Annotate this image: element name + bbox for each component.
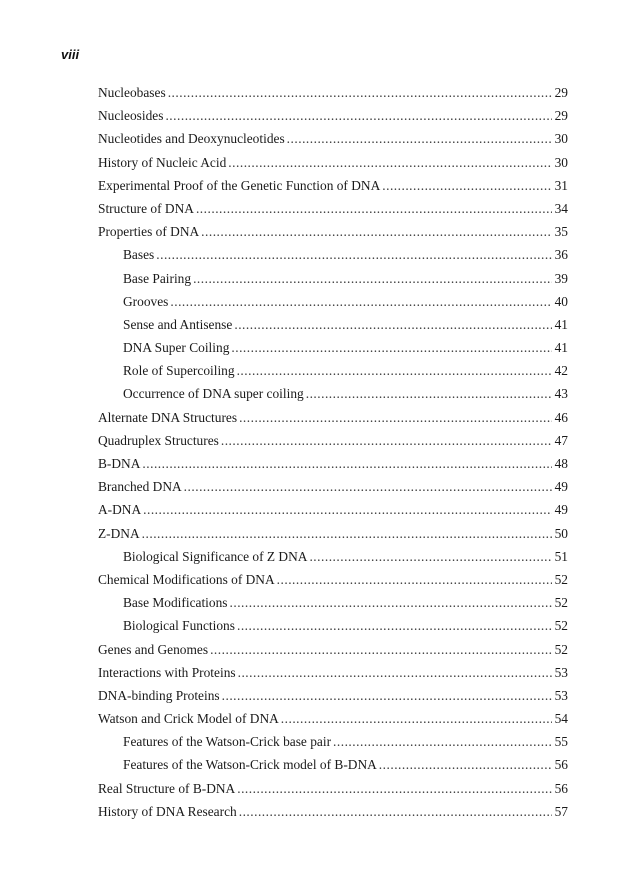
toc-entry-page-number: 30 [554,154,568,170]
toc-entry-page-number: 41 [554,340,568,356]
toc-entry-page-number: 53 [554,664,568,680]
toc-entry [98,638,568,661]
toc-entry-page-number: 49 [554,502,568,518]
dot-leader [287,127,552,150]
toc-entry-title: Nucleotides and Deoxynucleotides [98,131,285,147]
toc-entry-page-number: 47 [554,432,568,448]
toc-entry [98,81,568,104]
toc-entry-title: Z-DNA [98,525,140,541]
toc-entry-page-number: 35 [554,224,568,240]
toc-entry-page-number: 36 [554,247,568,263]
toc-entry-page-number: 50 [554,525,568,541]
toc-entry [98,661,568,684]
toc-entry [98,127,568,150]
toc-entry-page-number: 57 [554,803,568,819]
toc-entry-page-number: 31 [554,177,568,193]
dot-leader [228,151,551,174]
page-number: viii [61,47,80,62]
toc-entry-page-number: 52 [554,618,568,634]
toc-entry-page-number: 46 [554,409,568,425]
toc-entry [98,104,568,127]
toc-entry-title: Structure of DNA [98,200,194,216]
toc-entry-page-number: 34 [554,200,568,216]
toc-subentry [98,290,568,313]
toc-entry [98,452,568,475]
toc-entry-title: Features of the Watson-Crick model of B-DNA [123,757,377,773]
toc-entry-page-number: 30 [554,131,568,147]
toc-entry [98,406,568,429]
toc-entry [98,429,568,452]
toc-entry [98,220,568,243]
toc-subentry [98,591,568,614]
dot-leader [237,614,552,637]
toc-entry-title: Quadruplex Structures [98,432,219,448]
toc-subentry [98,313,568,336]
toc-entry-title: Grooves [123,293,169,309]
dot-leader [234,313,551,336]
dot-leader [193,267,552,290]
toc-subentry [98,614,568,637]
toc-entry-title: Base Modifications [123,595,228,611]
dot-leader [382,174,551,197]
toc-entry-title: Role of Supercoiling [123,363,235,379]
toc-entry [98,777,568,800]
dot-leader [239,800,552,823]
toc-entry [98,151,568,174]
toc-entry [98,568,568,591]
toc-subentry [98,336,568,359]
dot-leader [238,661,552,684]
dot-leader [333,730,552,753]
dot-leader [231,336,551,359]
toc-entry-page-number: 39 [554,270,568,286]
dot-leader [170,290,551,313]
toc-entry-title: Chemical Modifications of DNA [98,571,275,587]
toc-subentry [98,545,568,568]
dot-leader [142,522,552,545]
toc-entry [98,684,568,707]
toc-entry-title: Occurrence of DNA super coiling [123,386,304,402]
dot-leader [306,382,552,405]
dot-leader [277,568,552,591]
toc-entry-title: B-DNA [98,456,141,471]
toc-entry-title: Nucleosides [98,108,164,124]
toc-entry-title: History of DNA Research [98,803,237,819]
dot-leader [239,406,552,429]
toc-entry-title: Properties of DNA [98,224,200,240]
toc-entry-title: Nucleobases [98,85,166,100]
toc-entry-page-number: 54 [554,711,568,727]
toc-entry-page-number: 55 [554,734,568,750]
toc-entry-title: Real Structure of B-DNA [98,780,236,796]
toc-entry-page-number: 53 [554,687,568,703]
dot-leader [184,475,552,498]
dot-leader [281,707,552,730]
toc-entry-title: Base Pairing [123,270,192,286]
toc-entry-title: Bases [123,247,155,263]
toc-entry-title: Biological Significance of Z DNA [123,548,308,564]
toc-entry-page-number: 29 [554,108,568,124]
toc-entry-page-number: 43 [554,386,568,402]
toc-entry [98,522,568,545]
dot-leader [230,591,552,614]
toc-entry-page-number: 51 [554,548,568,564]
toc-entry-page-number: 40 [554,293,568,309]
toc-entry [98,498,568,521]
toc-entry-title: Sense and Antisense [123,316,233,332]
dot-leader [210,638,552,661]
dot-leader [142,452,551,475]
toc-entry-title: Experimental Proof of the Genetic Function of DNA [98,177,381,193]
toc-entry-page-number: 56 [554,780,568,796]
toc-entry-page-number: 41 [554,316,568,332]
toc-entry [98,800,568,823]
toc-entry-title: Interactions with Proteins [98,664,236,680]
toc-entry-title: History of Nucleic Acid [98,154,227,170]
dot-leader [221,429,552,452]
dot-leader [379,753,552,776]
toc-entry-page-number: 42 [554,363,568,379]
toc-entry-title: Biological Functions [123,618,235,634]
toc-entry-title: DNA-binding Proteins [98,687,220,703]
dot-leader [309,545,551,568]
toc-entry [98,475,568,498]
dot-leader [168,81,552,104]
toc-entry [98,174,568,197]
toc-entry-title: Genes and Genomes [98,641,209,657]
dot-leader [237,777,551,800]
dot-leader [156,243,551,266]
toc-entry-title: Alternate DNA Structures [98,409,238,425]
toc-entry-title: DNA Super Coiling [123,340,230,356]
toc-entry-page-number: 52 [554,595,568,611]
dot-leader [201,220,551,243]
toc-entry-title: Watson and Crick Model of DNA [98,711,279,727]
dot-leader [237,359,552,382]
toc-entry-page-number: 48 [554,456,568,471]
toc-subentry [98,382,568,405]
toc-entry-page-number: 52 [554,641,568,657]
toc-entry-title: Branched DNA [98,479,182,495]
toc-entry-title: Features of the Watson-Crick base pair [123,734,332,750]
toc-entry-page-number: 52 [554,571,568,587]
dot-leader [143,498,551,521]
toc-subentry [98,753,568,776]
dot-leader [196,197,552,220]
table-of-contents [98,81,568,823]
dot-leader [165,104,551,127]
toc-entry-page-number: 29 [554,85,568,100]
toc-entry [98,197,568,220]
toc-subentry [98,267,568,290]
toc-entry [98,707,568,730]
toc-entry-page-number: 49 [554,479,568,495]
toc-entry-page-number: 56 [554,757,568,773]
dot-leader [222,684,552,707]
toc-subentry [98,359,568,382]
toc-subentry [98,243,568,266]
toc-entry-title: A-DNA [98,502,142,518]
toc-subentry [98,730,568,753]
